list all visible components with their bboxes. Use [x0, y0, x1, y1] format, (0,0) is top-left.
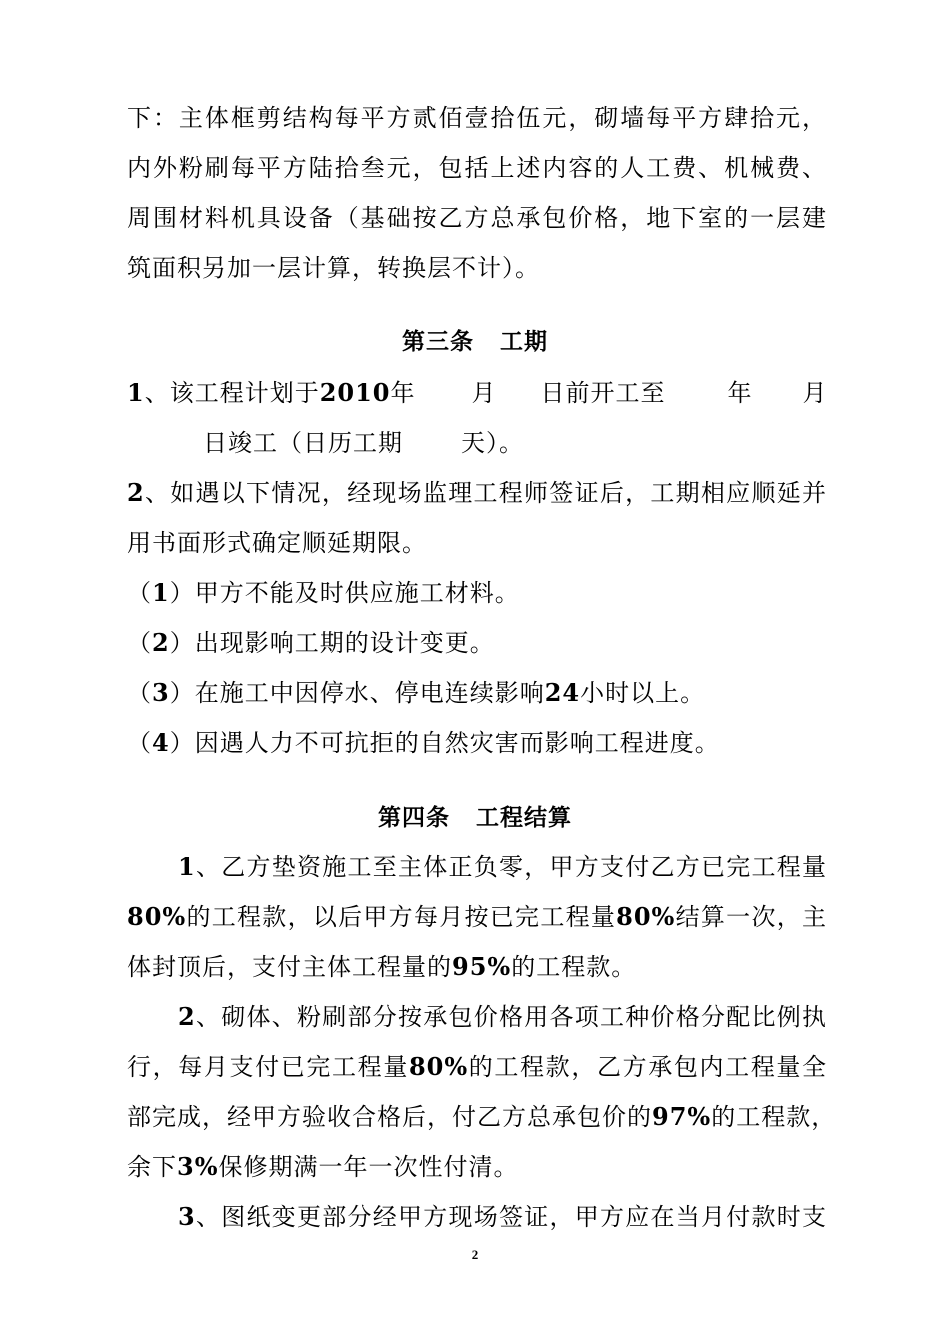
article3-item2-line-1: 2、如遇以下情况，经现场监理工程师签证后，工期相应顺延并: [127, 478, 827, 507]
article2-line-3: 周围材料机具设备（基础按乙方总承包价格，地下室的一层建: [127, 204, 827, 232]
article4-p1-line-3: 体封顶后，支付主体工程量的95%的工程款。: [127, 952, 637, 981]
article4-heading-number: 第四条: [378, 805, 450, 831]
article4-p2-line-1: 2、砌体、粉刷部分按承包价格用各项工种价格分配比例执: [178, 1002, 827, 1031]
article3-item2-line-2: 用书面形式确定顺延期限。: [127, 529, 427, 557]
article2-line-2: 内外粉刷每平方陆拾叁元，包括上述内容的人工费、机械费、: [127, 154, 827, 182]
article4-p2-line-2: 行，每月支付已完工程量80%的工程款，乙方承包内工程量全: [127, 1052, 828, 1081]
article4-p2-line-3: 部完成，经甲方验收合格后，付乙方总承包价的97%的工程款，: [127, 1102, 837, 1131]
start-year: 2010: [319, 378, 391, 407]
article2-line-1: 下：主体框剪结构每平方贰佰壹拾伍元，砌墙每平方肆拾元，: [127, 104, 827, 132]
article3-sub-item-4: （4）因遇人力不可抗拒的自然灾害而影响工程进度。: [127, 728, 720, 757]
article3-heading: [0, 322, 950, 362]
article3-heading-title: 工期: [500, 329, 548, 355]
article3-sub-item-1: （1）甲方不能及时供应施工材料。: [127, 578, 520, 607]
article4-p1-line-2: 80%的工程款，以后甲方每月按已完工程量80%结算一次，主: [127, 902, 828, 931]
page-number: 2: [471, 1247, 479, 1262]
article4-p3-line-1: 3、图纸变更部分经甲方现场签证，甲方应在当月付款时支: [178, 1202, 827, 1231]
article4-heading-title: 工程结算: [476, 805, 572, 831]
article3-sub-item-3: （3）在施工中因停水、停电连续影响24小时以上。: [127, 678, 706, 707]
article2-line-4: 筑面积另加一层计算，转换层不计）。: [127, 254, 540, 282]
article3-item1-line-1: 1、该工程计划于2010年 月 日前开工至 年 月: [127, 378, 828, 407]
article3-sub-item-2: （2）出现影响工期的设计变更。: [127, 628, 495, 657]
article4-p2-line-4: 余下3%保修期满一年一次性付清。: [127, 1152, 519, 1181]
article4-p1-line-1: 1、乙方垫资施工至主体正负零，甲方支付乙方已完工程量: [178, 852, 827, 881]
article3-item1-line-2: 日竣工（日历工期 天）。: [203, 429, 524, 457]
article4-heading: [0, 798, 950, 838]
article3-heading-number: 第三条: [402, 329, 474, 355]
